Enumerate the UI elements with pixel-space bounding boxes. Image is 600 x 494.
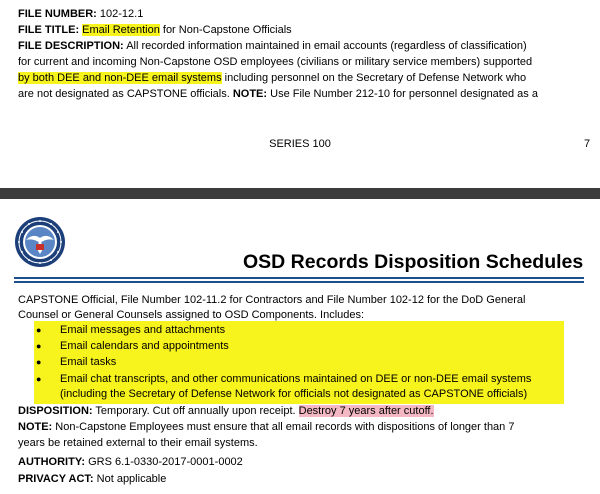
- privacy-act-text: Not applicable: [93, 473, 167, 485]
- privacy-act-label: PRIVACY ACT:: [18, 473, 94, 485]
- disposition-text: Temporary. Cut off annually upon receipt.: [92, 405, 299, 417]
- file-title-label: FILE TITLE:: [18, 24, 80, 36]
- file-description-text-3: including personnel on the Secretary of Defense Network who: [221, 72, 527, 84]
- bullet-item-3: Email tasks: [60, 356, 117, 368]
- disposition-label: DISPOSITION:: [18, 405, 93, 417]
- file-number-label: FILE NUMBER:: [18, 8, 97, 20]
- bullet-item-4-continued: (including the Secretary of Defense Network for officials not designated as CAPSTONE officials): [60, 388, 528, 400]
- intro-line-1: CAPSTONE Official, File Number 102-11.2 for Contractors and File Number 102-12 for the DoD General: [18, 294, 526, 306]
- note-line-2: years be retained external to their email systems.: [18, 437, 258, 449]
- dod-seal-icon: [14, 216, 66, 268]
- bullet-icon: ●: [36, 357, 42, 367]
- header-rule-top: [14, 277, 584, 279]
- file-title-rest: for Non-Capstone Officials: [159, 24, 292, 36]
- bullet-icon: ●: [36, 341, 42, 351]
- file-description-line-2: [18, 56, 532, 69]
- disposition-line: [18, 405, 434, 418]
- note-label: NOTE:: [18, 421, 53, 433]
- bullet-item-4: Email chat transcripts, and other communications maintained on DEE or non-DEE email systems: [60, 373, 532, 385]
- bullet-item-2: Email calendars and appointments: [60, 340, 229, 352]
- file-title-line: [18, 24, 292, 37]
- series-footer: SERIES 100: [269, 138, 331, 150]
- intro-line-2: Counsel or General Counsels assigned to OSD Components. Includes:: [18, 309, 365, 321]
- note-line-1: [18, 421, 514, 434]
- authority-line: [18, 456, 243, 469]
- page-header-title: OSD Records Disposition Schedules: [243, 251, 584, 273]
- header-rule-bottom: [14, 281, 584, 283]
- authority-label: AUTHORITY:: [18, 456, 86, 468]
- file-number-line: [18, 8, 143, 21]
- disposition-highlight: Destroy 7 years after cutoff.: [298, 405, 434, 417]
- bullet-item-1: Email messages and attachments: [60, 324, 226, 336]
- bullet-icon: ●: [36, 374, 42, 384]
- file-description-line-4: [18, 88, 538, 101]
- file-description-text-4: are not designated as CAPSTONE officials.: [18, 88, 233, 100]
- file-description-line-1: [18, 40, 527, 53]
- file-description-text-1: All recorded information maintained in email accounts (regardless of classification): [126, 40, 527, 52]
- page-separator: [0, 188, 600, 199]
- file-description-label: FILE DESCRIPTION:: [18, 40, 124, 52]
- file-title-highlight: Email Retention: [82, 24, 160, 36]
- note-label-top: NOTE:: [232, 88, 268, 100]
- file-description-line-3: [18, 72, 526, 85]
- authority-text: GRS 6.1-0330-2017-0001-0002: [85, 456, 243, 468]
- privacy-act-line: [18, 473, 166, 486]
- page-number: 7: [584, 138, 591, 150]
- file-number-value: 102-12.1: [99, 8, 144, 20]
- note-text-top: Use File Number 212-10 for personnel designated as a: [267, 88, 538, 100]
- note-text-1: Non-Capstone Employees must ensure that all email records with dispositions of longer than 7: [52, 421, 515, 433]
- bullet-icon: ●: [36, 325, 42, 335]
- file-description-highlight: by both DEE and non-DEE email systems: [18, 72, 222, 84]
- file-description-text-2: for current and incoming Non-Capstone OSD employees (civilians or military service members) supported: [18, 56, 533, 68]
